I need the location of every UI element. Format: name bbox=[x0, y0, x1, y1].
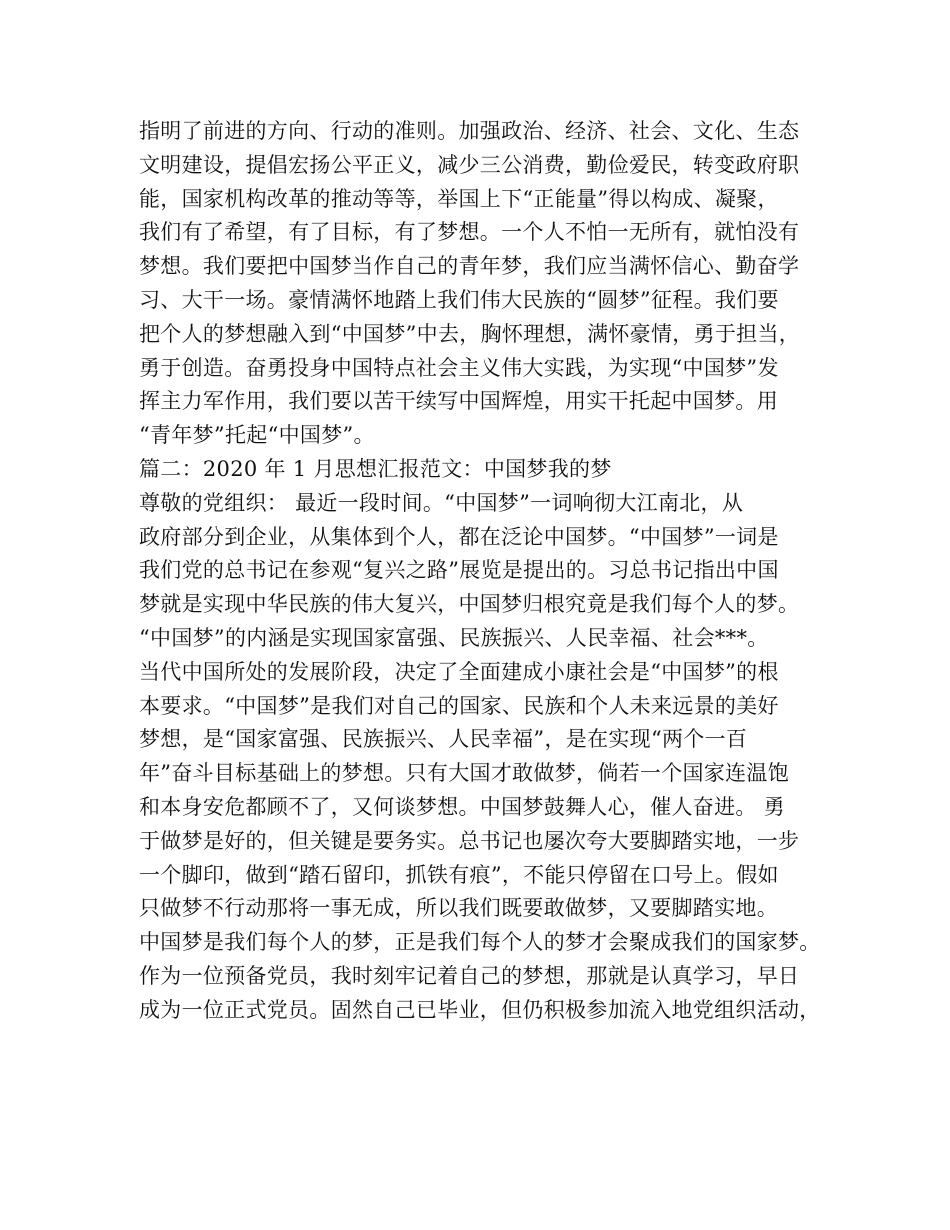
text-line: 只做梦不行动那将一事无成，所以我们既要敢做梦，又要脚踏实地。 bbox=[139, 896, 778, 921]
text-line: 挥主力军作用，我们要以苦干续写中国辉煌，用实干托起中国梦。用 bbox=[139, 389, 778, 414]
text-line: 梦想，是“国家富强、民族振兴、人民幸福”，是在实现“两个一百 bbox=[139, 727, 748, 752]
text-line: “中国梦”的内涵是实现国家富强、民族振兴、人民幸福、社会***。 bbox=[139, 625, 769, 650]
text-line: 政府部分到企业，从集体到个人，都在泛论中国梦。“中国梦”一词是 bbox=[139, 524, 779, 549]
text-line: 我们党的总书记在参观“复兴之路”展览是提出的。习总书记指出中国 bbox=[139, 558, 779, 583]
text-line: 当代中国所处的发展阶段，决定了全面建成小康社会是“中国梦”的根 bbox=[139, 659, 779, 684]
text-line: 本要求。“中国梦”是我们对自己的国家、民族和个人未来远景的美好 bbox=[139, 693, 779, 718]
text-line: 把个人的梦想融入到“中国梦”中去，胸怀理想，满怀豪情，勇于担当， bbox=[139, 321, 801, 346]
text-line: 我们有了希望，有了目标，有了梦想。一个人不怕一无所有，就怕没有 bbox=[139, 220, 800, 245]
text-line: 中国梦是我们每个人的梦，正是我们每个人的梦才会聚成我们的国家梦。 bbox=[139, 930, 821, 955]
text-line: 一个脚印，做到“踏石留印，抓铁有痕”，不能只停留在口号上。假如 bbox=[139, 862, 779, 887]
text-line: “青年梦”托起“中国梦”。 bbox=[139, 423, 375, 448]
text-line: 文明建设，提倡宏扬公平正义，减少三公消费，勤俭爱民，转变政府职 bbox=[139, 152, 800, 177]
text-line: 梦就是实现中华民族的伟大复兴，中国梦归根究竟是我们每个人的梦。 bbox=[139, 592, 800, 617]
text-line: 梦想。我们要把中国梦当作自己的青年梦，我们应当满怀信心、勤奋学 bbox=[139, 254, 800, 279]
text-line: 指明了前进的方向、行动的准则。加强政治、经济、社会、文化、生态 bbox=[139, 119, 800, 143]
text-line: 能，国家机构改革的推动等等，举国上下“正能量”得以构成、凝聚， bbox=[139, 186, 779, 211]
section-heading: 篇二：2020 年 1 月思想汇报范文：中国梦我的梦 bbox=[139, 456, 612, 481]
text-line: 作为一位预备党员，我时刻牢记着自己的梦想，那就是认真学习，早日 bbox=[139, 963, 800, 988]
text-line: 和本身安危都顾不了，又何谈梦想。中国梦鼓舞人心，催人奋进。 勇 bbox=[139, 794, 785, 819]
document-body bbox=[139, 115, 829, 1028]
text-line: 尊敬的党组织： 最近一段时间。“中国梦”一词响彻大江南北，从 bbox=[139, 490, 744, 515]
text-line: 成为一位正式党员。固然自己已毕业，但仍积极参加流入地党组织活动， bbox=[139, 997, 821, 1022]
text-line: 于做梦是好的，但关键是要务实。总书记也屡次夸大要脚踏实地，一步 bbox=[139, 828, 800, 853]
text-line: 年”奋斗目标基础上的梦想。只有大国才敢做梦，倘若一个国家连温饱 bbox=[139, 761, 790, 786]
text-line: 勇于创造。奋勇投身中国特点社会主义伟大实践，为实现“中国梦”发 bbox=[139, 355, 779, 380]
text-line: 习、大干一场。豪情满怀地踏上我们伟大民族的“圆梦”征程。我们要 bbox=[139, 287, 779, 312]
